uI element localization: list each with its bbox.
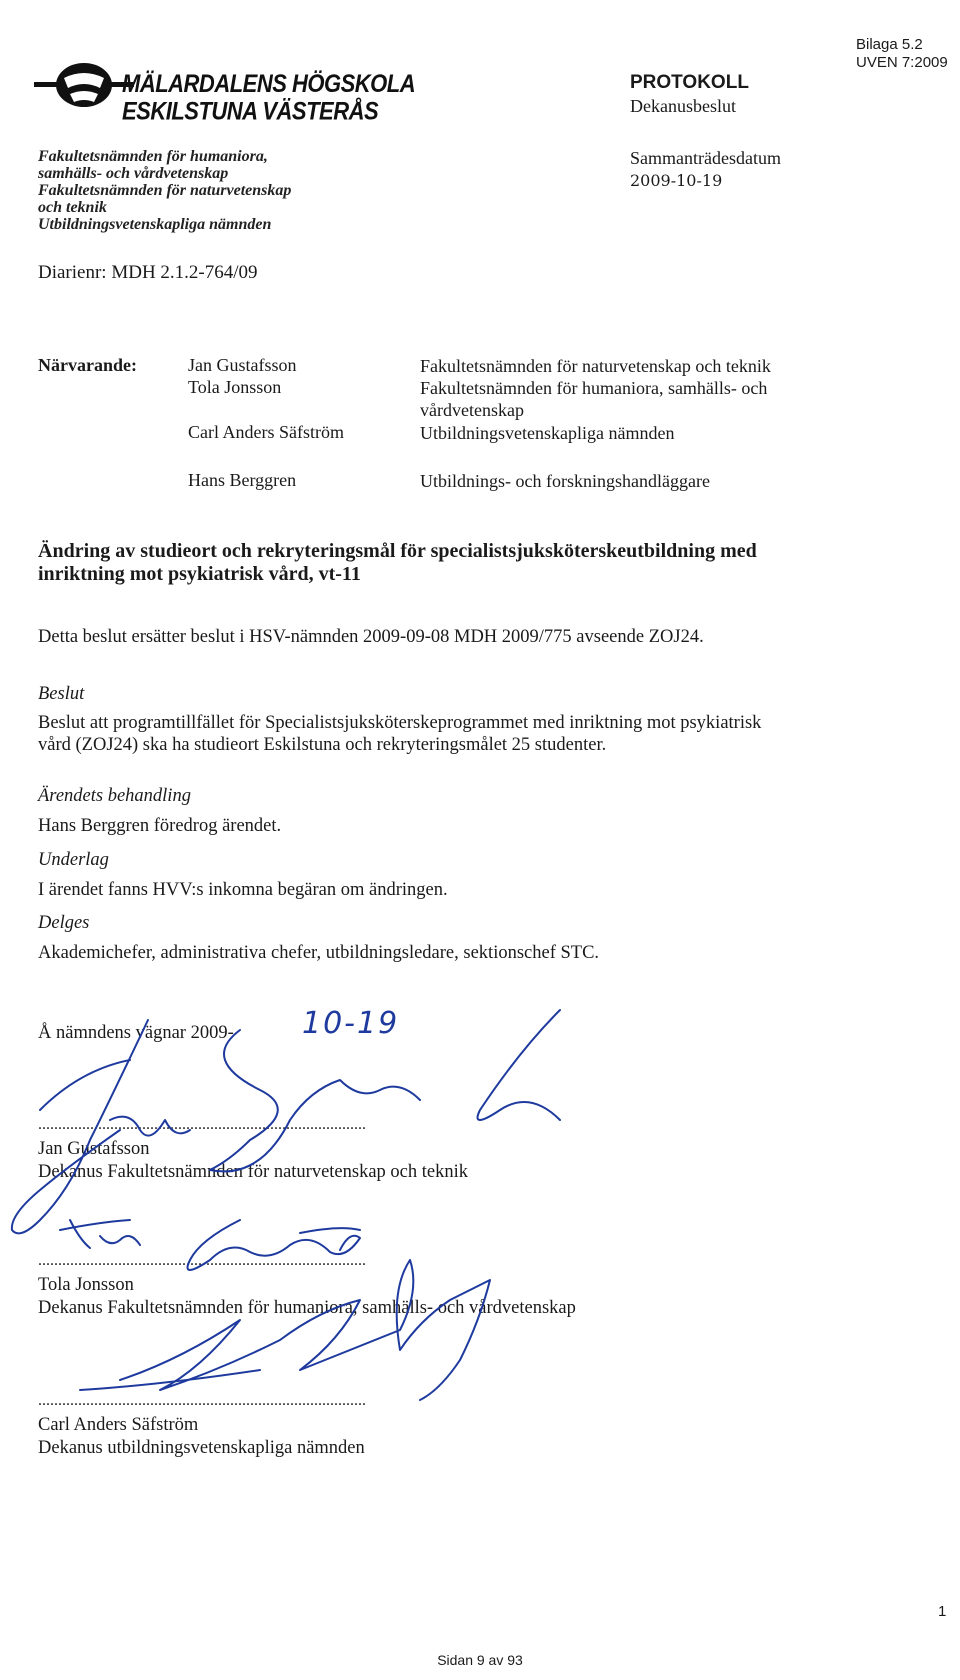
page-number: Sidan 9 av 93 [437,1652,523,1668]
attendee-role: Utbildningsvetenskapliga nämnden [420,423,675,443]
meeting-date-label: Sammanträdesdatum [630,148,781,168]
protocol-block [630,72,749,117]
attendee-role: Fakultetsnämnden för humaniora, samhälls- och [420,378,768,398]
signatory-name: Jan Gustafsson [38,1139,150,1159]
faculty-line: samhälls- och vårdvetenskap [38,165,229,182]
signature-dotted-line: .................................................................................. [38,1252,366,1269]
attendee-role-continued: vårdvetenskap [420,400,524,420]
attendee-name: Hans Berggren [188,470,297,490]
registration-number: Diarienr: MDH 2.1.2-764/09 [38,262,258,283]
signatory-name: Tola Jonsson [38,1275,134,1295]
faculty-line: Fakultetsnämnden för humaniora, [38,148,268,165]
attendee-role: Utbildnings- och forskningshandläggare [420,471,710,491]
attendees-label: Närvarande: [38,355,137,375]
annex-line2: UVEN 7:2009 [856,54,948,71]
signature-jan-gustafsson-icon [12,1010,560,1233]
decision-text [38,712,761,756]
basis-text: I ärendet fanns HVV:s inkomna begäran om ändringen. [38,880,448,900]
distribution-text: Akademichefer, administrativa chefer, utbildningsledare, sektionschef STC. [38,943,600,963]
signatory-title: Dekanus Fakultetsnämnden för humaniora, samhälls- och vårdvetenskap [38,1298,576,1318]
decision-heading: Beslut [38,684,85,704]
signature-dotted-line: .................................................................................. [38,1116,366,1133]
attendee-name: Carl Anders Säfström [188,422,344,442]
handling-heading: Ärendets behandling [38,786,191,806]
faculty-line: Utbildningsvetenskapliga nämnden [38,216,272,233]
meeting-date: 2009-10-19 [630,171,723,190]
protocol-subtitle: Dekanusbeslut [630,96,736,116]
on-behalf-line: Å nämndens vägnar 2009- [38,1023,234,1043]
basis-heading: Underlag [38,850,109,870]
protocol-title: PROTOKOLL [630,72,749,93]
attendee-name: Jan Gustafsson [188,355,297,375]
decision-line2: vård (ZOJ24) ska ha studieort Eskilstuna och rekryteringsmålet 25 studenter. [38,735,607,755]
document-heading [38,540,928,586]
document-heading-line2: inriktning mot psykiatrisk vård, vt-11 [38,563,361,585]
decision-line1: Beslut att programtillfället för Specialistsjuksköterskeprogrammet med inriktning mot psykiatrisk [38,713,762,733]
handwritten-date: 10-19 [302,1006,400,1041]
signatory-title: Dekanus Fakultetsnämnden för naturvetenskap och teknik [38,1162,469,1182]
attendee-role: Fakultetsnämnden för naturvetenskap och teknik [420,356,771,376]
annex-label [856,36,948,72]
faculty-line: och teknik [38,199,107,216]
replaces-statement: Detta beslut ersätter beslut i HSV-nämnden 2009-09-08 MDH 2009/775 avseende ZOJ24. [38,627,704,647]
handwritten-signatures [0,990,960,1470]
university-name [122,70,415,125]
faculty-list [38,148,291,233]
university-name-line1: MÄLARDALENS HÖGSKOLA [122,68,416,98]
distribution-heading: Delges [38,913,90,933]
corner-page-number: 1 [938,1603,947,1620]
signatory-name: Carl Anders Säfström [38,1415,199,1435]
attendee-name: Tola Jonsson [188,377,282,397]
university-logo-icon [34,58,134,112]
document-heading-line1: Ändring av studieort och rekryteringsmål för specialistsjuksköterskeutbildning med [38,540,757,562]
signatory-title: Dekanus utbildningsvetenskapliga nämnden [38,1438,365,1458]
annex-line1: Bilaga 5.2 [856,36,923,53]
signature-tola-jonsson-icon [60,1220,360,1270]
handling-text: Hans Berggren föredrog ärendet. [38,816,282,836]
signature-carl-anders-safstrom-icon [80,1260,490,1400]
signature-dotted-line: .................................................................................. [38,1392,366,1409]
university-name-line2: ESKILSTUNA VÄSTERÅS [122,96,379,126]
faculty-line: Fakultetsnämnden för naturvetenskap [38,182,292,199]
